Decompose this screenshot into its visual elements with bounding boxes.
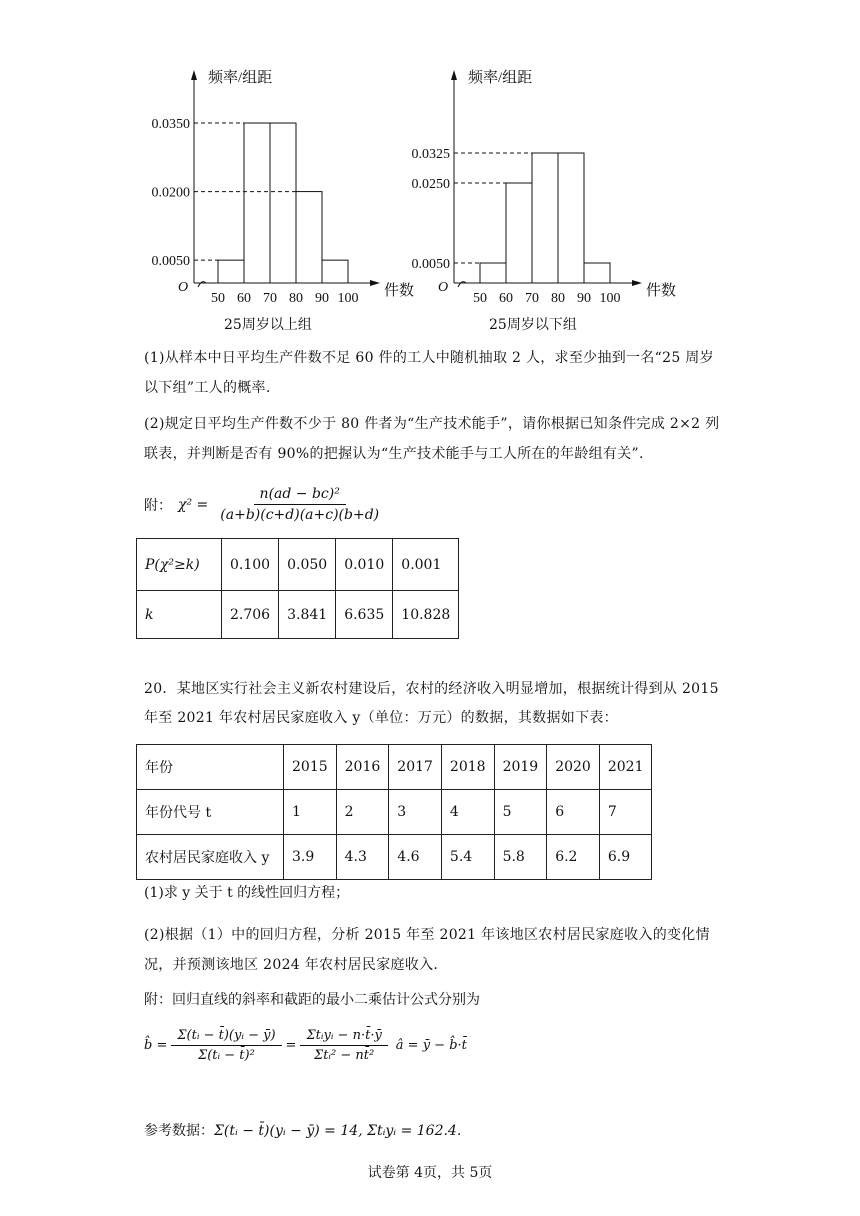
y-tick-label: 0.0350 — [151, 117, 190, 133]
histogram-bar — [532, 153, 558, 283]
chi-square-formula — [144, 486, 385, 523]
table-cell: 农村居民家庭收入 y — [137, 835, 284, 880]
table-cell: 0.050 — [279, 539, 336, 591]
table-cell: 3.841 — [279, 591, 336, 639]
x-tick-label: 100 — [599, 291, 621, 306]
x-tick-label: 90 — [315, 291, 329, 306]
table-header-cell: 2017 — [389, 745, 442, 790]
chart-caption-right: 25周岁以下组 — [489, 317, 577, 333]
x-tick-label: 90 — [577, 291, 591, 306]
table-header-cell: 2019 — [494, 745, 547, 790]
y-tick-label: 0.0200 — [151, 185, 190, 201]
x-tick-label: 70 — [525, 291, 539, 306]
y-tick-label: 0.0050 — [151, 254, 190, 270]
ref-label: 参考数据： — [144, 1123, 214, 1139]
chi-square-denominator: (a+b)(c+d)(a+c)(b+d) — [220, 507, 380, 523]
histogram-bar — [296, 192, 322, 283]
table-header-cell: 2018 — [441, 745, 494, 790]
x-tick-label: 50 — [473, 291, 487, 306]
q20-part1: (1)求 y 关于 t 的线性回归方程； — [144, 885, 350, 901]
table-cell: 0.100 — [222, 539, 279, 591]
b-fraction-1 — [171, 1028, 281, 1063]
table-header-cell: 2016 — [336, 745, 389, 790]
y-axis-arrow — [191, 70, 197, 80]
table-header-cell: 2015 — [284, 745, 337, 790]
y-axis-label: 频率/组距 — [468, 70, 533, 86]
a-hat: â = ȳ − b̂·t̄ — [395, 1038, 467, 1053]
ref-formula: Σ(tᵢ − t̄)(yᵢ − ȳ) = 14, Σtᵢyᵢ = 162.4. — [214, 1123, 462, 1139]
table-cell: 6.9 — [599, 835, 652, 880]
histogram-bar — [322, 260, 348, 283]
table-cell: 5.8 — [494, 835, 547, 880]
x-tick-label: 70 — [263, 291, 277, 306]
table-cell: 6 — [547, 790, 600, 835]
histogram-bar — [244, 123, 270, 283]
histogram-bar — [558, 153, 584, 283]
page-footer: 试卷第 4页，共 5页 — [367, 1165, 493, 1181]
b-fraction-2 — [300, 1028, 387, 1063]
x-tick-label: 50 — [211, 291, 225, 306]
q20-part2: (2)根据（1）中的回归方程，分析 2015 年至 2021 年该地区农村居民家庭收入的变化情况，并预测该地区 2024 年农村居民家庭收入. — [144, 927, 710, 973]
x-tick-label: 80 — [289, 291, 303, 306]
histogram-bar — [506, 183, 532, 283]
b-denominator-2: Σtᵢ² − nt̄² — [314, 1048, 375, 1063]
table-cell: 2.706 — [222, 591, 279, 639]
table-cell: k — [137, 591, 222, 639]
q19-part1: (1)从样本中日平均生产件数不足 60 件的工人中随机抽取 2 人，求至少抽到一名“25 周岁以下组”工人的概率. — [144, 350, 714, 396]
q20-appendix: 附：回归直线的斜率和截距的最小二乘估计公式分别为 — [144, 992, 480, 1008]
table-cell: 4.3 — [336, 835, 389, 880]
axis-break-mark — [458, 282, 466, 287]
x-tick-label: 80 — [551, 291, 565, 306]
table-cell: 6.635 — [336, 591, 393, 639]
origin-label: O — [178, 280, 189, 295]
table-header-cell: 2021 — [599, 745, 652, 790]
x-axis-arrow — [632, 280, 642, 286]
histogram-bar — [270, 123, 296, 283]
histogram-bar — [218, 260, 244, 283]
table-cell: 0.001 — [393, 539, 459, 591]
chi-square-fraction — [214, 486, 385, 523]
table-cell: 5 — [494, 790, 547, 835]
table-header-cell: 2020 — [547, 745, 600, 790]
q20-intro: 20．某地区实行社会主义新农村建设后，农村的经济收入明显增加，根据统计得到从 2015 年至 2021 年农村居民家庭收入 y（单位：万元）的数据，其数据如下表： — [144, 681, 719, 726]
table-cell: 3 — [389, 790, 442, 835]
table-cell: 7 — [599, 790, 652, 835]
table-cell: 3.9 — [284, 835, 337, 880]
x-axis-label: 件数 — [646, 283, 677, 299]
q19-part2: (2)规定日平均生产件数不少于 80 件者为“生产技术能手”，请你根据已知条件完成 2×2 列联表，并判断是否有 90%的把握认为“生产技术能手与工人所在的年龄组有关”. — [144, 416, 720, 462]
appendix-label: 附： — [144, 497, 172, 514]
table-cell: 4 — [441, 790, 494, 835]
histogram-below-25 — [400, 60, 680, 306]
table-cell: 年份代号 t — [137, 790, 284, 835]
table-cell: 0.010 — [336, 539, 393, 591]
b-numerator-2: Σtᵢyᵢ − n·t̄·ȳ — [300, 1028, 387, 1046]
table-cell: 1 — [284, 790, 337, 835]
y-tick-label: 0.0325 — [411, 147, 450, 162]
table-cell: 5.4 — [441, 835, 494, 880]
y-tick-label: 0.0050 — [411, 257, 450, 272]
b-hat: b̂ = — [144, 1038, 168, 1053]
income-table — [136, 744, 652, 880]
reference-data — [144, 1120, 461, 1140]
chi-square-numerator: n(ad − bc)² — [254, 486, 346, 505]
regression-formula — [144, 1028, 467, 1063]
y-axis-label: 频率/组距 — [208, 70, 273, 86]
equals-sign: = — [285, 1038, 297, 1053]
b-numerator-1: Σ(tᵢ − t̄)(yᵢ − ȳ) — [171, 1028, 281, 1046]
y-axis-arrow — [451, 70, 457, 80]
table-cell: 2 — [336, 790, 389, 835]
x-tick-label: 100 — [337, 291, 359, 306]
table-cell: P(χ²≥k) — [137, 539, 222, 591]
origin-label: O — [438, 280, 449, 295]
chart-caption-left: 25周岁以上组 — [224, 317, 312, 333]
chi-square-lhs: χ² = — [178, 496, 209, 513]
x-tick-label: 60 — [499, 291, 513, 306]
histogram-bar — [480, 263, 506, 283]
y-tick-label: 0.0250 — [411, 177, 450, 192]
table-cell: 10.828 — [393, 591, 459, 639]
table-cell: 6.2 — [547, 835, 600, 880]
histogram-bar — [584, 263, 610, 283]
x-axis-arrow — [370, 280, 380, 286]
table-header-cell: 年份 — [137, 745, 284, 790]
table-cell: 4.6 — [389, 835, 442, 880]
x-axis-label: 件数 — [384, 283, 415, 299]
histogram-above-25 — [140, 60, 415, 306]
axis-break-mark — [198, 282, 206, 287]
x-tick-label: 60 — [237, 291, 251, 306]
b-denominator-1: Σ(tᵢ − t̄)² — [198, 1048, 255, 1063]
critical-value-table — [136, 538, 459, 639]
